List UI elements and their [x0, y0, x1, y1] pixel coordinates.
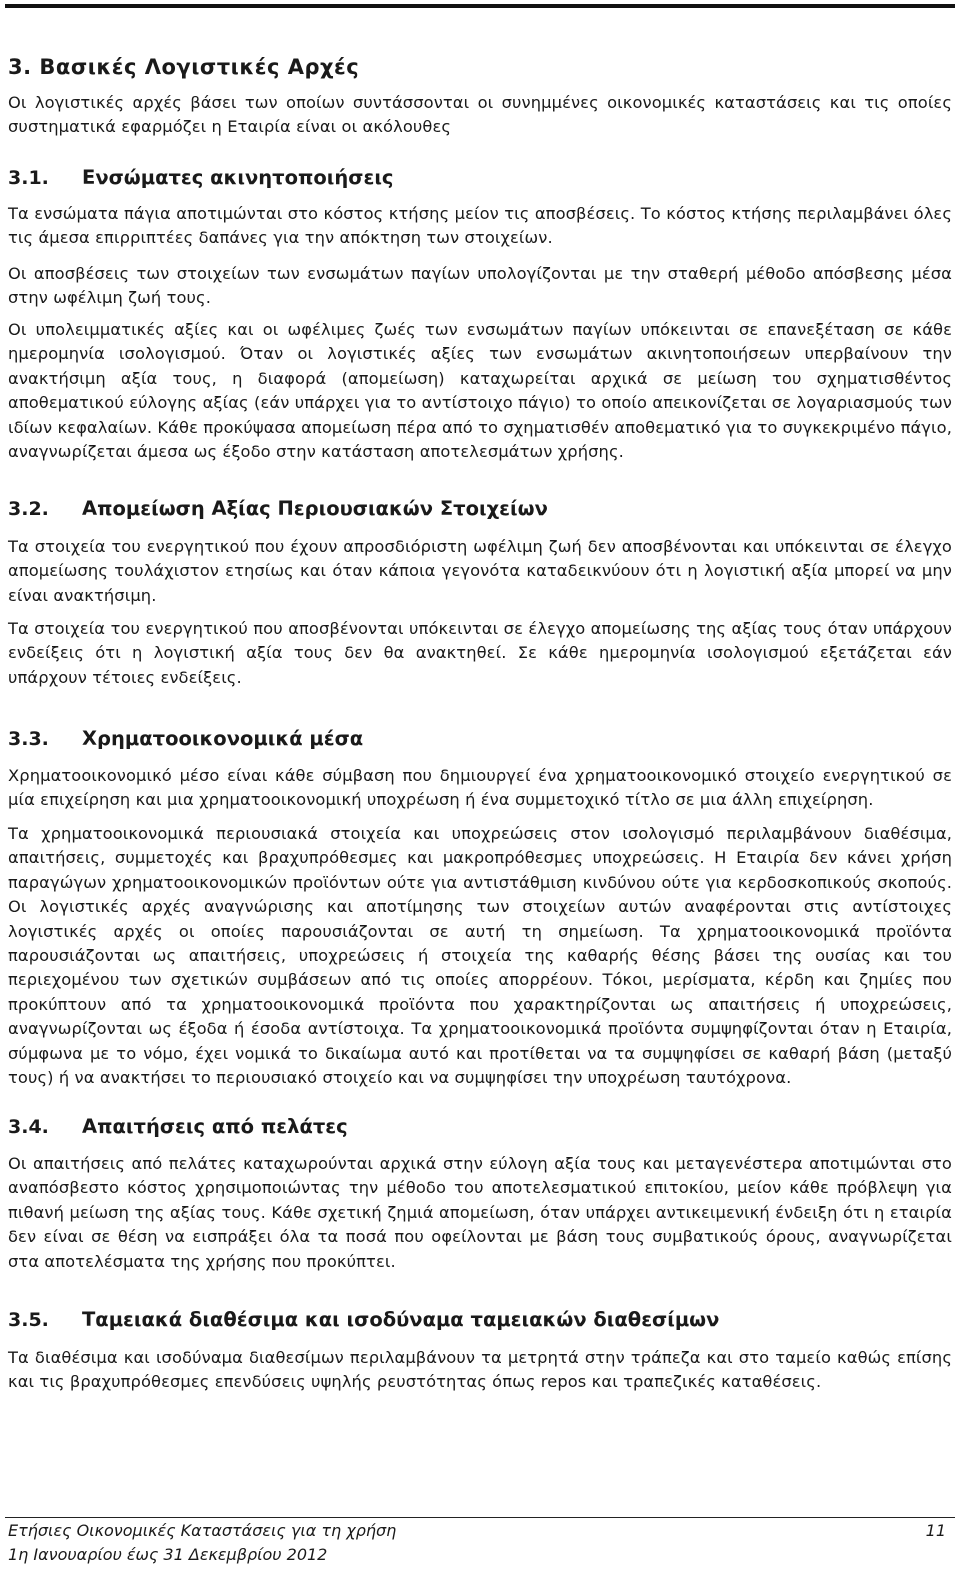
subsection-title: Ενσώματες ακινητοποιήσεις	[82, 166, 394, 189]
footer-line-2	[8, 1544, 946, 1566]
subsection-body-3-2b	[8, 617, 952, 690]
subsection-title: Απομείωση Αξίας Περιουσιακών Στοιχείων	[82, 497, 548, 520]
subsection-heading-3-5	[8, 1308, 719, 1332]
paragraph: Οι απαιτήσεις από πελάτες καταχωρούνται αρχικά στην εύλογη αξία τους και μεταγενέστερα αποτιμώνται στο αναπόσβεστο κόστος χρησιμοποιώντας την μέθοδο του αποτελεσματικού επιτοκίου, μείον κάθε πρόβλεψη για πιθανή μείωση της αξίας τους. Κάθε σχετική ζημιά απομείωση, όταν υπάρχει αντικειμενική ένδειξη ότι η εταιρία δεν είναι σε θέση να εισπράξει όλα τα ποσά που οφείλονται με βάση τους συμβατικούς όρους, αναγνωρίζεται στα αποτελέσματα της χρήσης που προκύπτει.	[8, 1154, 952, 1271]
subsection-title: Χρηματοοικονομικά μέσα	[82, 727, 364, 750]
subsection-body-3-1b	[8, 262, 952, 311]
subsection-number: 3.3.	[8, 728, 49, 750]
paragraph: Οι υπολειμματικές αξίες και οι ωφέλιμες ζωές των ενσωμάτων παγίων υπόκεινται σε επανεξέταση σε κάθε ημερομηνία ισολογισμού. Όταν οι λογιστικές αξίες των ενσωμάτων ακινητοποιήσεων υπερβαίνουν την ανακτήσιμη αξία τους, η διαφορά (απομείωση) καταχωρείται αρχικά σε μείωση του σχηματισθέντος αποθεματικού εύλογης αξίας (εάν υπάρχει για το αντίστοιχο πάγιο) το οποίο απεικονίζεται σε λογαριασμούς των ιδίων κεφαλαίων. Κάθε προκύψασα απομείωση πέρα από το σχηματισθέν αποθεματικό για το συγκεκριμένο πάγιο, αναγνωρίζεται άμεσα ως έξοδο στην κατάσταση αποτελεσμάτων χρήσης.	[8, 320, 952, 462]
subsection-number: 3.2.	[8, 498, 49, 520]
page-number: 11	[925, 1521, 946, 1540]
subsection-title: Απαιτήσεις από πελάτες	[82, 1115, 348, 1138]
paragraph: Τα χρηματοοικονομικά περιουσιακά στοιχεία και υποχρεώσεις στον ισολογισμό περιλαμβάνουν διαθέσιμα, απαιτήσεις, συμμετοχές και βραχυπρόθεσμες και μακροπρόθεσμες υποχρεώσεις. Η Εταιρία δεν κάνει χρήση παραγώγων χρηματοοικονομικών προϊόντων ούτε για αντιστάθμιση κινδύνου ούτε για κερδοσκοπικούς σκοπούς. Οι λογιστικές αρχές αναγνώρισης και αποτίμησης των στοιχείων αυτών αναφέρονται στις αντίστοιχες λογιστικές αρχές οι οποίες παρουσιάζονται σε αυτή τη σημείωση. Τα χρηματοοικονομικά προϊόντα παρουσιάζονται ως απαιτήσεις, υποχρεώσεις ή στοιχεία της καθαρής θέσης βάσει της ουσίας και του περιεχομένου των σχετικών συμβάσεων από τις οποίες απορρέουν. Τόκοι, μερίσματα, κέρδη και ζημίες που προκύπτουν από τα χρηματοοικονομικά προϊόντα που χαρακτηρίζονται ως απαιτήσεις ή υποχρεώσεις, αναγνωρίζονται ως έξοδα ή έσοδα αντίστοιχα. Τα χρηματοοικονομικά προϊόντα συμψηφίζονται όταν η Εταιρία, σύμφωνα με το νόμο, έχει νομικά το δικαίωμα αυτό και προτίθεται να τα συμψηφίσει σε καθαρή βάση (μεταξύ τους) ή να ανακτήσει το περιουσιακό στοιχείο και να συμψηφίσει την υποχρέωση ταυτόχρονα.	[8, 824, 952, 1088]
subsection-heading-3-2	[8, 497, 548, 521]
subsection-body-3-1c	[8, 318, 952, 464]
section-heading: 3. Βασικές Λογιστικές Αρχές	[8, 55, 360, 79]
subsection-body-3-3	[8, 764, 952, 813]
paragraph: Τα διαθέσιμα και ισοδύναμα διαθεσίμων περιλαμβάνουν τα μετρητά στην τράπεζα και στο ταμείο καθώς επίσης και τις βραχυπρόθεσμες επενδύσεις υψηλής ρευστότητας όπως repos και τραπεζικές καταθέσεις.	[8, 1348, 952, 1392]
footer-title: Ετήσιες Οικονομικές Καταστάσεις για τη χρήση	[8, 1521, 397, 1540]
subsection-body-3-3b	[8, 822, 952, 1090]
top-rule	[5, 4, 955, 8]
footer-line-1	[8, 1520, 946, 1542]
subsection-body-3-4	[8, 1152, 952, 1274]
subsection-body-3-2	[8, 535, 952, 608]
subsection-heading-3-3	[8, 727, 363, 751]
subsection-body-3-1	[8, 202, 952, 251]
subsection-number: 3.4.	[8, 1116, 49, 1138]
subsection-number: 3.1.	[8, 167, 49, 189]
footer-period: 1η Ιανουαρίου έως 31 Δεκεμβρίου 2012	[8, 1545, 328, 1564]
intro-paragraph: Οι λογιστικές αρχές βάσει των οποίων συντάσσονται οι συνημμένες οικονομικές καταστάσεις και τις οποίες συστηματικά εφαρμόζει η Εταιρία είναι οι ακόλουθες	[8, 93, 952, 137]
subsection-heading-3-4	[8, 1115, 348, 1139]
paragraph: Τα στοιχεία του ενεργητικού που έχουν απροσδιόριστη ωφέλιμη ζωή δεν αποσβένονται και υπόκεινται σε έλεγχο απομείωσης τουλάχιστον ετησίως και όταν κάποια γεγονότα καταδεικνύουν ότι η λογιστική αξία μπορεί να μην είναι ανακτήσιμη.	[8, 537, 952, 605]
footer-rule	[5, 1517, 955, 1518]
subsection-body-3-5	[8, 1346, 952, 1395]
subsection-number: 3.5.	[8, 1309, 49, 1331]
section-intro	[8, 91, 952, 140]
subsection-heading-3-1	[8, 166, 394, 190]
paragraph: Τα στοιχεία του ενεργητικού που αποσβένονται υπόκεινται σε έλεγχο απομείωσης της αξίας τους όταν υπάρχουν ενδείξεις ότι η λογιστική αξία τους δεν θα ανακτηθεί. Σε κάθε ημερομηνία ισολογισμού εξετάζεται εάν υπάρχουν τέτοιες ενδείξεις.	[8, 619, 952, 687]
paragraph: Οι αποσβέσεις των στοιχείων των ενσωμάτων παγίων υπολογίζονται με την σταθερή μέθοδο απόσβεσης μέσα στην ωφέλιμη ζωή τους.	[8, 264, 952, 308]
paragraph: Χρηματοοικονομικό μέσο είναι κάθε σύμβαση που δημιουργεί ένα χρηματοοικονομικό στοιχείο ενεργητικού σε μία επιχείρηση και μια χρηματοοικονομική υποχρέωση ή ένα συμμετοχικό τίτλο σε μια άλλη επιχείρηση.	[8, 766, 952, 810]
paragraph: Τα ενσώματα πάγια αποτιμώνται στο κόστος κτήσης μείον τις αποσβέσεις. Το κόστος κτήσης περιλαμβάνει όλες τις άμεσα επιρριπτέες δαπάνες για την απόκτηση των στοιχείων.	[8, 204, 952, 248]
subsection-title: Ταμειακά διαθέσιμα και ισοδύναμα ταμειακών διαθεσίμων	[82, 1308, 720, 1331]
